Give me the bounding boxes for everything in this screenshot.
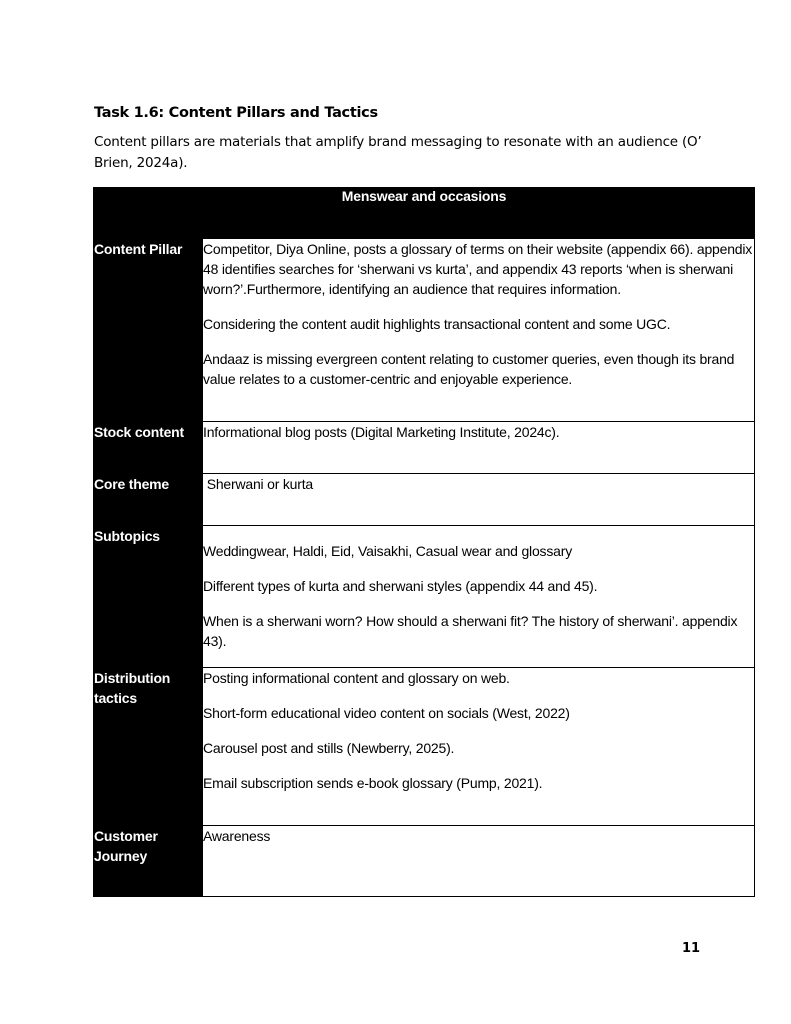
- section-heading: Task 1.6: Content Pillars and Tactics: [94, 105, 378, 121]
- row-paragraph: Short-form educational video content on socials (West, 2022): [203, 705, 570, 721]
- row-label: Distribution tactics: [94, 668, 203, 826]
- row-label: Content Pillar: [94, 239, 203, 422]
- row-body: [203, 826, 755, 897]
- row-paragraph: When is a sherwani worn? How should a sherwani fit? The history of sherwani’. appendix 43).: [203, 613, 738, 649]
- intro-paragraph: Content pillars are materials that amplify brand messaging to resonate with an audience (O’ Brien, 2024a).: [94, 134, 702, 171]
- row-paragraph: Considering the content audit highlights transactional content and some UGC.: [203, 316, 671, 332]
- table-row-customer-journey: [94, 826, 755, 897]
- table-row-subtopics: [94, 526, 755, 668]
- row-paragraph: Competitor, Diya Online, posts a glossary of terms on their website (appendix 66). appendix 48 identifies searches for ‘sherwani vs kurta’, and appendix 43 reports ‘when is sherwani worn?’.Furthermore, identifying an audience that requires information.: [203, 241, 753, 297]
- row-body: [203, 474, 755, 526]
- row-label: Stock content: [94, 422, 203, 474]
- row-paragraph: Email subscription sends e-book glossary (Pump, 2021).: [203, 775, 543, 791]
- table-row-distribution-tactics: [94, 668, 755, 826]
- page-number: 11: [682, 941, 701, 956]
- row-paragraph: Carousel post and stills (Newberry, 2025).: [203, 740, 455, 756]
- row-body: [203, 239, 755, 422]
- row-paragraph: Weddingwear, Haldi, Eid, Vaisakhi, Casual wear and glossary: [203, 543, 572, 559]
- row-body: [203, 422, 755, 474]
- row-paragraph: Andaaz is missing evergreen content relating to customer queries, even though its brand value relates to a customer-centric and enjoyable experience.: [203, 351, 735, 387]
- row-label: Subtopics: [94, 526, 203, 668]
- row-body: [203, 526, 755, 668]
- row-paragraph: Posting informational content and glossary on web.: [203, 670, 510, 686]
- row-paragraph: Sherwani or kurta: [203, 476, 314, 492]
- row-body: [203, 668, 755, 826]
- table-row-stock-content: [94, 422, 755, 474]
- row-paragraph: Informational blog posts (Digital Marketing Institute, 2024c).: [203, 424, 560, 440]
- table-row-content-pillar: [94, 239, 755, 422]
- row-paragraph: Awareness: [203, 828, 271, 844]
- table-row-core-theme: [94, 474, 755, 526]
- content-pillars-table: [93, 187, 755, 897]
- row-label: Core theme: [94, 474, 203, 526]
- table-title: Menswear and occasions: [94, 188, 755, 239]
- row-paragraph: Different types of kurta and sherwani styles (appendix 44 and 45).: [203, 578, 598, 594]
- table-header-row: [94, 188, 755, 239]
- row-label: Customer Journey: [94, 826, 203, 897]
